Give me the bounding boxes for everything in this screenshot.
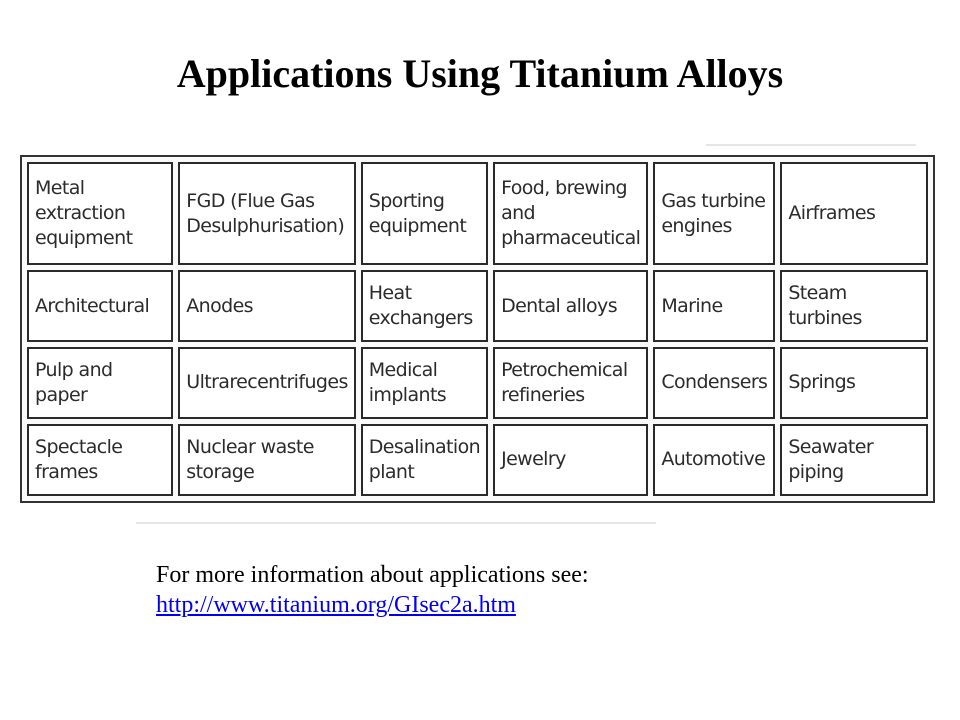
table-cell: Gas turbine engines	[653, 162, 775, 265]
table-cell: Anodes	[178, 270, 355, 342]
table-cell: Nuclear waste storage	[178, 424, 355, 496]
table-cell: Heat exchangers	[361, 270, 488, 342]
table-cell: Desalination plant	[361, 424, 488, 496]
table-cell: Ultrarecentrifuges	[178, 347, 355, 419]
table-cell: Pulp and paper	[27, 347, 173, 419]
table-cell: Springs	[780, 347, 928, 419]
table-row	[27, 270, 928, 342]
table-row	[27, 424, 928, 496]
table-cell: Metal extraction equipment	[27, 162, 173, 265]
info-text: For more information about applications see:	[156, 562, 589, 588]
table-cell: Sporting equipment	[361, 162, 488, 265]
table-cell: Medical implants	[361, 347, 488, 419]
table-row	[27, 347, 928, 419]
table-cell: Seawater piping	[780, 424, 928, 496]
table-cell: Jewelry	[493, 424, 648, 496]
info-link[interactable]: http://www.titanium.org/GIsec2a.htm	[156, 592, 516, 618]
table-cell: Steam turbines	[780, 270, 928, 342]
table-cell: Automotive	[653, 424, 775, 496]
table-cell: Airframes	[780, 162, 928, 265]
table-row	[27, 162, 928, 265]
table-cell: Architectural	[27, 270, 173, 342]
table-cell: Marine	[653, 270, 775, 342]
slide-title: Applications Using Titanium Alloys	[176, 51, 784, 96]
table-cell: Dental alloys	[493, 270, 648, 342]
more-info	[156, 560, 589, 620]
table-cell: FGD (Flue Gas Desulphurisation)	[178, 162, 355, 265]
table-cell: Spectacle frames	[27, 424, 173, 496]
table-cell: Petrochemical refineries	[493, 347, 648, 419]
table-cell: Condensers	[653, 347, 775, 419]
applications-table	[20, 155, 935, 503]
table-cell: Food, brewing and pharmaceutical	[493, 162, 648, 265]
